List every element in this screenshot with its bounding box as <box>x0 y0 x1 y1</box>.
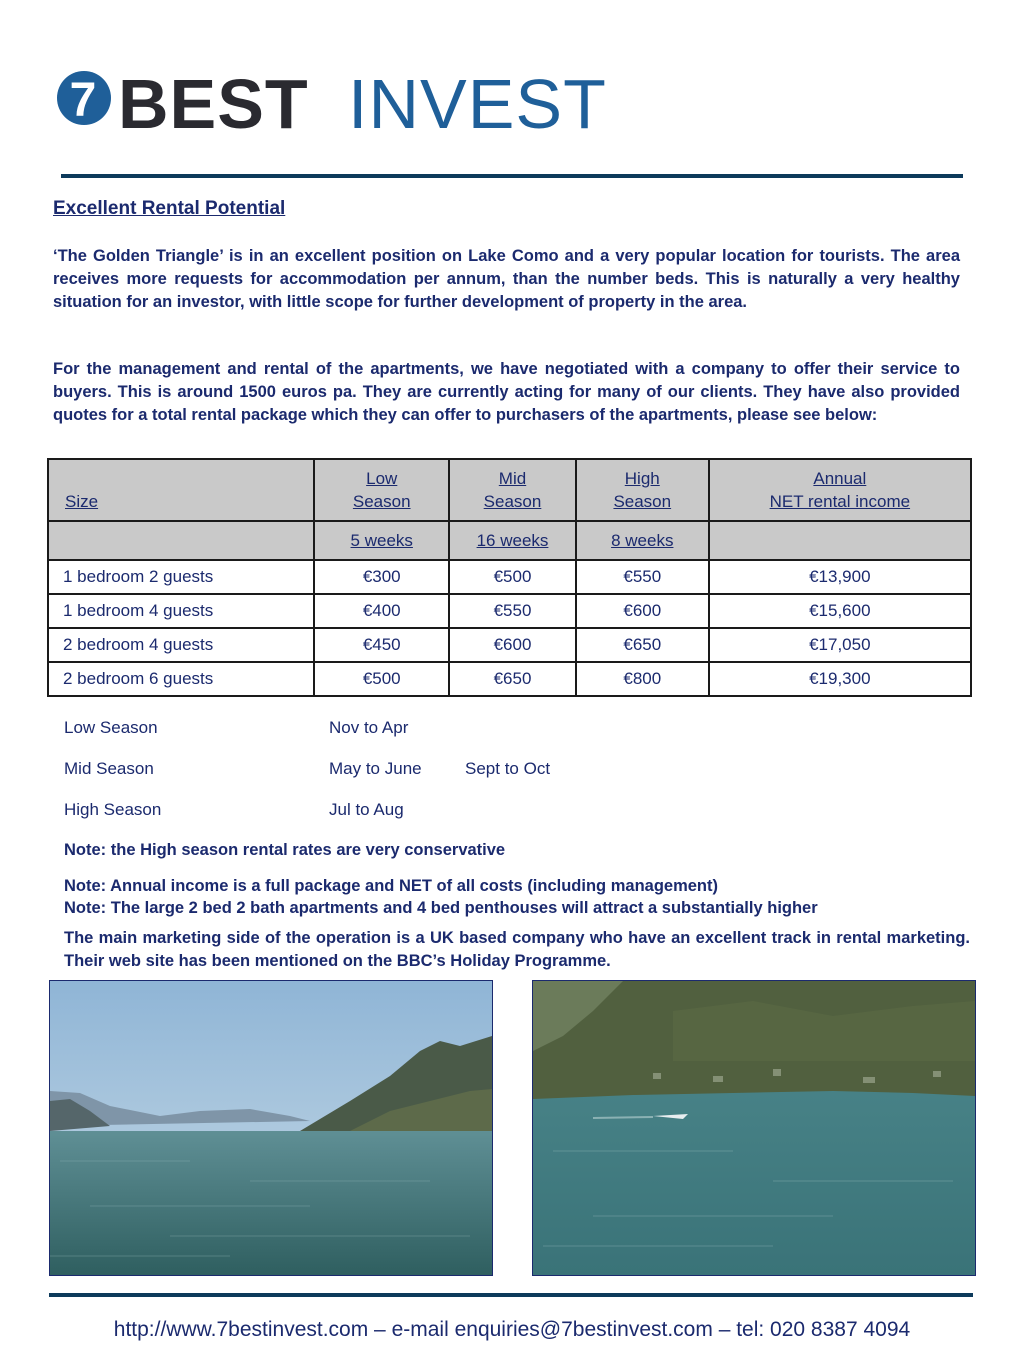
table-cell: €600 <box>449 628 576 662</box>
season-range-2: Sept to Oct <box>465 759 551 778</box>
table-cell: €500 <box>314 662 449 696</box>
note-annual-income: Note: Annual income is a full package and NET of all costs (including management) <box>64 877 718 895</box>
header-high-season: High Season <box>576 459 709 521</box>
table-weeks-row <box>48 521 971 560</box>
header-size: Size <box>48 459 314 521</box>
rental-table <box>47 458 972 697</box>
company-logo <box>56 64 607 144</box>
weeks-cell <box>709 521 971 560</box>
table-row <box>48 662 971 696</box>
season-range: May to June <box>329 759 422 778</box>
header-low-season: Low Season <box>314 459 449 521</box>
table-cell: €450 <box>314 628 449 662</box>
marketing-paragraph: The main marketing side of the operation is a UK based company who have an excellent track in rental marketing. Their web site has been mentioned on the BBC’s Holiday Programme. <box>64 929 970 970</box>
management-paragraph: For the management and rental of the apartments, we have negotiated with a company to offer their service to buyers. This is around 1500 euros pa. They are currently acting for many of our clients. They have also provided quotes for a total rental package which they can offer to purchasers of the apartments, please see below: <box>53 360 960 424</box>
table-cell: €19,300 <box>709 662 971 696</box>
page-title: Excellent Rental Potential <box>53 198 286 219</box>
table-cell: €500 <box>449 560 576 594</box>
table-cell: 2 bedroom 6 guests <box>48 662 314 696</box>
season-name: High Season <box>64 800 162 819</box>
lake-como-photo-mountains <box>49 980 493 1276</box>
season-name: Low Season <box>64 718 158 737</box>
table-cell: 2 bedroom 4 guests <box>48 628 314 662</box>
footer-divider <box>49 1293 973 1297</box>
table-cell: €650 <box>449 662 576 696</box>
table-header-row <box>48 459 971 521</box>
table-cell: 1 bedroom 4 guests <box>48 594 314 628</box>
season-range: Nov to Apr <box>329 718 409 737</box>
7bestinvest-logo-icon <box>56 70 112 126</box>
lake-como-photo-boat <box>532 980 976 1276</box>
intro-paragraph: ‘The Golden Triangle’ is in an excellent position on Lake Como and a very popular location for tourists. The area receives more requests for accommodation per annum, than the number beds. This is naturally a very healthy situation for an investor, with little scope for further development of property in the area. <box>53 247 960 311</box>
logo-best-text: BEST <box>118 65 309 143</box>
season-range: Jul to Aug <box>329 800 404 819</box>
note-high-season: Note: the High season rental rates are very conservative <box>64 841 506 859</box>
table-cell: €17,050 <box>709 628 971 662</box>
table-cell: €550 <box>576 560 709 594</box>
contact-footer: http://www.7bestinvest.com – e-mail enquiries@7bestinvest.com – tel: 020 8387 4094 <box>113 1318 911 1341</box>
header-mid-season: Mid Season <box>449 459 576 521</box>
table-row <box>48 628 971 662</box>
weeks-cell: 16 weeks <box>449 521 576 560</box>
table-cell: €550 <box>449 594 576 628</box>
weeks-cell: 8 weeks <box>576 521 709 560</box>
season-name: Mid Season <box>64 759 154 778</box>
table-cell: €400 <box>314 594 449 628</box>
table-row <box>48 594 971 628</box>
logo-invest-text: INVEST <box>348 65 607 143</box>
table-cell: €13,900 <box>709 560 971 594</box>
table-row <box>48 560 971 594</box>
weeks-cell: 5 weeks <box>314 521 449 560</box>
table-cell: €600 <box>576 594 709 628</box>
table-cell: €15,600 <box>709 594 971 628</box>
weeks-cell <box>48 521 314 560</box>
table-cell: 1 bedroom 2 guests <box>48 560 314 594</box>
table-cell: €650 <box>576 628 709 662</box>
note-large-apartments: Note: The large 2 bed 2 bath apartments and 4 bed penthouses will attract a substantially higher <box>64 899 818 917</box>
svg-text:7: 7 <box>69 74 97 126</box>
header-annual-income: Annual NET rental income <box>709 459 971 521</box>
header-divider <box>61 174 963 178</box>
table-cell: €300 <box>314 560 449 594</box>
table-cell: €800 <box>576 662 709 696</box>
